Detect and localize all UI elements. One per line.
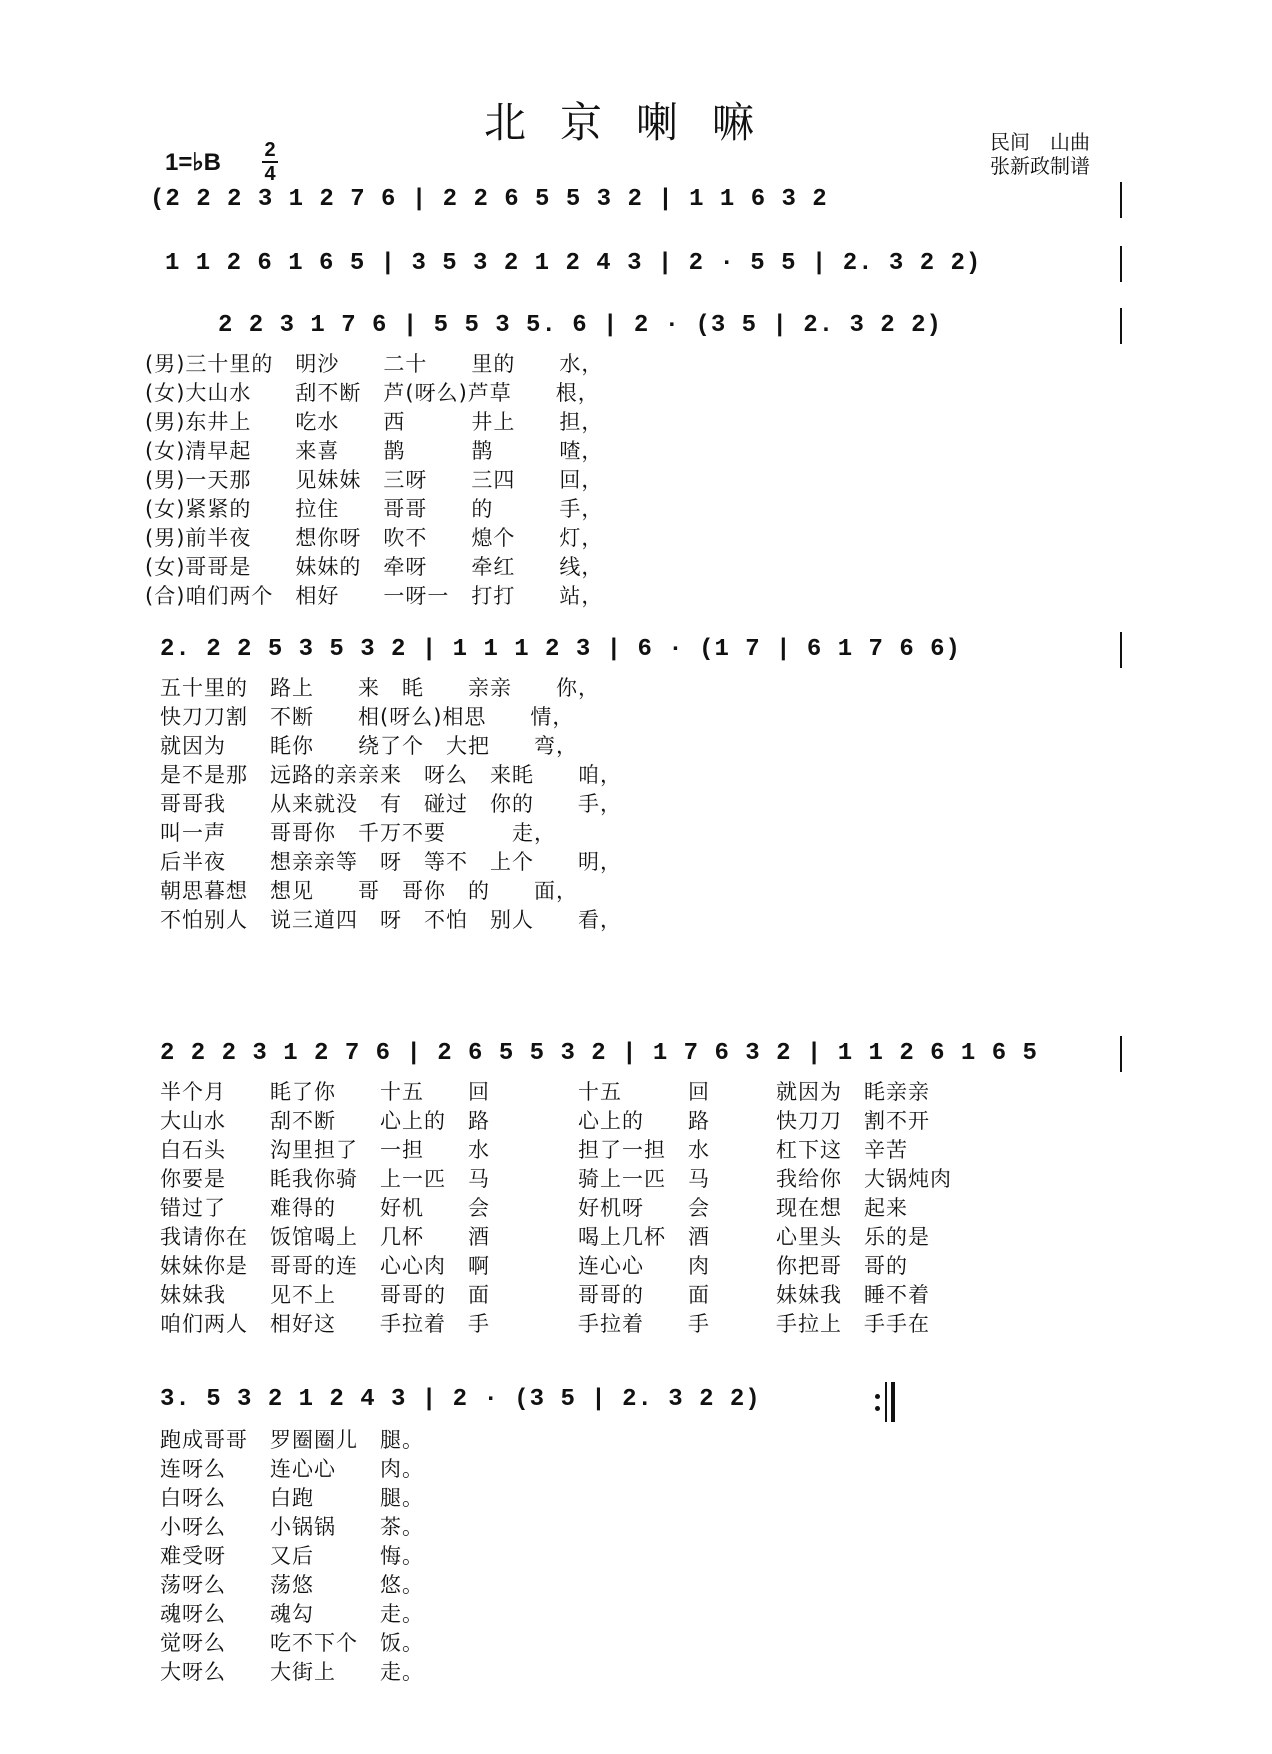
- barline: [1120, 182, 1122, 218]
- time-signature-bottom: 4: [264, 163, 276, 185]
- barline: [1120, 632, 1122, 668]
- lyric-line: (女)紧紧的 拉住 哥哥 的 手，: [145, 497, 604, 521]
- lyric-line: 叫一声 哥哥你 千万不要 走，: [160, 821, 556, 845]
- song-title: 北京喇嘛: [483, 98, 788, 147]
- repeat-dot: [875, 1394, 880, 1399]
- lyric-line: (女)哥哥是 妹妹的 牵呀 牵红 线，: [145, 555, 604, 579]
- barline: [1120, 308, 1122, 344]
- section1-notes: 2 2 3 1 7 6 | 5 5 3 5. 6 | 2 · (3 5 | 2. 3 2 2): [218, 312, 942, 339]
- lyric-line: 妹妹你是 哥哥的连 心心肉 啊 连心心 肉 你把哥 哥的: [160, 1254, 908, 1278]
- lyric-line: (男)一天那 见妹妹 三呀 三四 回，: [145, 468, 604, 492]
- lyric-line: 觉呀么 吃不下个 饭。: [160, 1631, 424, 1655]
- lyric-line: 白石头 沟里担了 一担 水 担了一担 水 杠下这 辛苦: [160, 1138, 908, 1162]
- lyric-line: 五十里的 路上 来 眊 亲亲 你，: [160, 676, 600, 700]
- lyric-line: 哥哥我 从来就没 有 碰过 你的 手，: [160, 792, 622, 816]
- lyric-line: 跑成哥哥 罗圈圈儿 腿。: [160, 1428, 424, 1452]
- lyric-line: 我请你在 饭馆喝上 几杯 酒 喝上几杯 酒 心里头 乐的是: [160, 1225, 930, 1249]
- repeat-thick-bar: [891, 1382, 895, 1422]
- lyric-line: (男)前半夜 想你呀 吹不 熄个 灯，: [145, 526, 604, 550]
- lyric-line: 小呀么 小锅锅 茶。: [160, 1515, 424, 1539]
- lyric-line: 大山水 刮不断 心上的 路 心上的 路 快刀刀 割不开: [160, 1109, 930, 1133]
- lyric-line: 是不是那 远路的亲亲来 呀么 来眊 咱，: [160, 763, 622, 787]
- lyric-line: 咱们两人 相好这 手拉着 手 手拉着 手 手拉上 手手在: [160, 1312, 930, 1336]
- intro-notes-line1: (2 2 2 3 1 2 7 6 | 2 2 6 5 5 3 2 | 1 1 6 3 2: [150, 186, 828, 213]
- lyric-line: 后半夜 想亲亲等 呀 等不 上个 明，: [160, 850, 622, 874]
- lyric-line: 快刀刀割 不断 相(呀么)相思 情，: [160, 705, 575, 729]
- lyric-line: 就因为 眊你 绕了个 大把 弯，: [160, 734, 578, 758]
- section2-notes: 2. 2 2 5 3 5 3 2 | 1 1 1 2 3 | 6 · (1 7 | 6 1 7 6 6): [160, 636, 961, 663]
- lyric-line: 大呀么 大街上 走。: [160, 1660, 424, 1684]
- lyric-line: 难受呀 又后 悔。: [160, 1544, 424, 1568]
- lyric-line: (男)三十里的 明沙 二十 里的 水，: [145, 352, 604, 376]
- lyric-line: 错过了 难得的 好机 会 好机呀 会 现在想 起来: [160, 1196, 908, 1220]
- repeat-dot: [875, 1406, 880, 1411]
- lyric-line: (女)大山水 刮不断 芦(呀么)芦草 根，: [145, 381, 600, 405]
- lyric-line: 妹妹我 见不上 哥哥的 面 哥哥的 面 妹妹我 睡不着: [160, 1283, 930, 1307]
- lyric-line: 连呀么 连心心 肉。: [160, 1457, 424, 1481]
- lyric-line: 半个月 眊了你 十五 回 十五 回 就因为 眊亲亲: [160, 1080, 930, 1104]
- lyric-line: (男)东井上 吃水 西 井上 担，: [145, 410, 604, 434]
- key-signature: 1=♭B: [165, 149, 222, 176]
- lyric-line: 不怕别人 说三道四 呀 不怕 别人 看，: [160, 908, 622, 932]
- lyric-line: (合)咱们两个 相好 一呀一 打打 站，: [145, 584, 604, 608]
- repeat-thin-bar: [885, 1382, 887, 1422]
- lyric-line: 白呀么 白跑 腿。: [160, 1486, 424, 1510]
- lyric-line: 魂呀么 魂勾 走。: [160, 1602, 424, 1626]
- lyric-line: 朝思暮想 想见 哥 哥你 的 面，: [160, 879, 578, 903]
- lyric-line: 你要是 眊我你骑 上一匹 马 骑上一匹 马 我给你 大锅炖肉: [160, 1167, 952, 1191]
- credit-origin: 民间 山曲: [990, 130, 1090, 154]
- section4-notes: 3. 5 3 2 1 2 4 3 | 2 · (3 5 | 2. 3 2 2): [160, 1386, 761, 1413]
- barline: [1120, 1036, 1122, 1072]
- section3-notes: 2 2 2 3 1 2 7 6 | 2 6 5 5 3 2 | 1 7 6 3 2 | 1 1 2 6 1 6 5: [160, 1040, 1038, 1067]
- credit-arranger: 张新政制谱: [990, 154, 1090, 178]
- lyric-line: 荡呀么 荡悠 悠。: [160, 1573, 424, 1597]
- time-signature-top: 2: [264, 139, 276, 161]
- time-signature: [262, 140, 278, 184]
- lyric-line: (女)清早起 来喜 鹊 鹊 喳，: [145, 439, 604, 463]
- intro-notes-line2: 1 1 2 6 1 6 5 | 3 5 3 2 1 2 4 3 | 2 · 5 5 | 2. 3 2 2): [165, 250, 982, 277]
- barline: [1120, 246, 1122, 282]
